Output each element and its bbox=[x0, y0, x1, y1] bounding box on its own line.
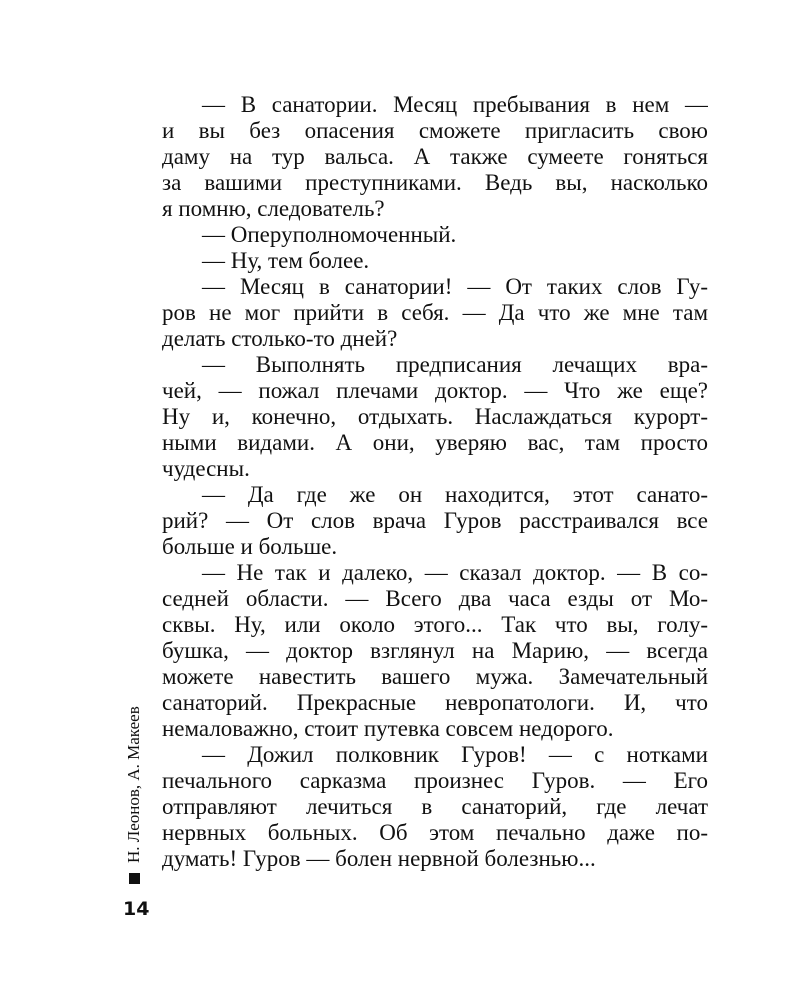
text-line: — Да где же он находится, этот санато- bbox=[202, 482, 708, 507]
text-line: — Не так и далеко, — сказал доктор. — В со- bbox=[202, 560, 708, 585]
text-line: ров не мог прийти в себя. — Да что же мне там bbox=[162, 300, 708, 325]
text-line: и вы без опасения сможете пригласить свою bbox=[162, 118, 708, 143]
text-line: бушка, — доктор взглянул на Марию, — всегда bbox=[162, 638, 708, 663]
text-line: — В санатории. Месяц пребывания в нем — bbox=[202, 92, 708, 117]
text-line: ными видами. А они, уверяю вас, там просто bbox=[162, 430, 708, 455]
text-line: — Выполнять предписания лечащих вра- bbox=[202, 352, 708, 377]
text-line: — Ну, тем более. bbox=[202, 248, 370, 273]
text-line: — Месяц в санатории! — От таких слов Гу- bbox=[202, 274, 708, 299]
text-line: за вашими преступниками. Ведь вы, насколько bbox=[162, 170, 708, 195]
author-names: Н. Леонов, А. Макеев bbox=[124, 706, 143, 863]
text-line: думать! Гуров — болен нервной болезнью... bbox=[162, 846, 596, 871]
text-line: отправляют лечиться в санаторий, где лечат bbox=[162, 794, 708, 819]
text-line: можете навестить вашего мужа. Замечательный bbox=[162, 664, 708, 689]
text-line: нервных больных. Об этом печально даже по- bbox=[162, 820, 708, 845]
text-line: немаловажно, стоит путевка совсем недорого. bbox=[162, 716, 614, 741]
text-line: — Дожил полковник Гуров! — с нотками bbox=[202, 742, 708, 767]
text-line: седней области. — Всего два часа езды от Мо- bbox=[162, 586, 708, 611]
text-line: — Оперуполномоченный. bbox=[202, 222, 457, 247]
text-line: чудесны. bbox=[162, 456, 250, 481]
page-number: 14 bbox=[123, 898, 150, 920]
text-line: даму на тур вальса. А также сумеете гоняться bbox=[162, 144, 708, 169]
text-line: сквы. Ну, или около этого... Так что вы, голу- bbox=[162, 612, 708, 637]
text-line: санаторий. Прекрасные невропатологи. И, что bbox=[162, 690, 708, 715]
body-text bbox=[162, 92, 708, 872]
text-line: я помню, следователь? bbox=[162, 196, 385, 221]
text-line: больше и больше. bbox=[162, 534, 338, 559]
text-line: Ну и, конечно, отдыхать. Наслаждаться курорт- bbox=[162, 404, 708, 429]
text-line: чей, — пожал плечами доктор. — Что же еще? bbox=[162, 378, 708, 403]
text-line: рий? — От слов врача Гуров расстраивался все bbox=[162, 508, 708, 533]
running-head-rotated bbox=[124, 706, 144, 884]
square-bullet-icon bbox=[129, 873, 140, 884]
text-line: делать столько-то дней? bbox=[162, 326, 398, 351]
text-line: печального сарказма произнес Гуров. — Его bbox=[162, 768, 708, 793]
